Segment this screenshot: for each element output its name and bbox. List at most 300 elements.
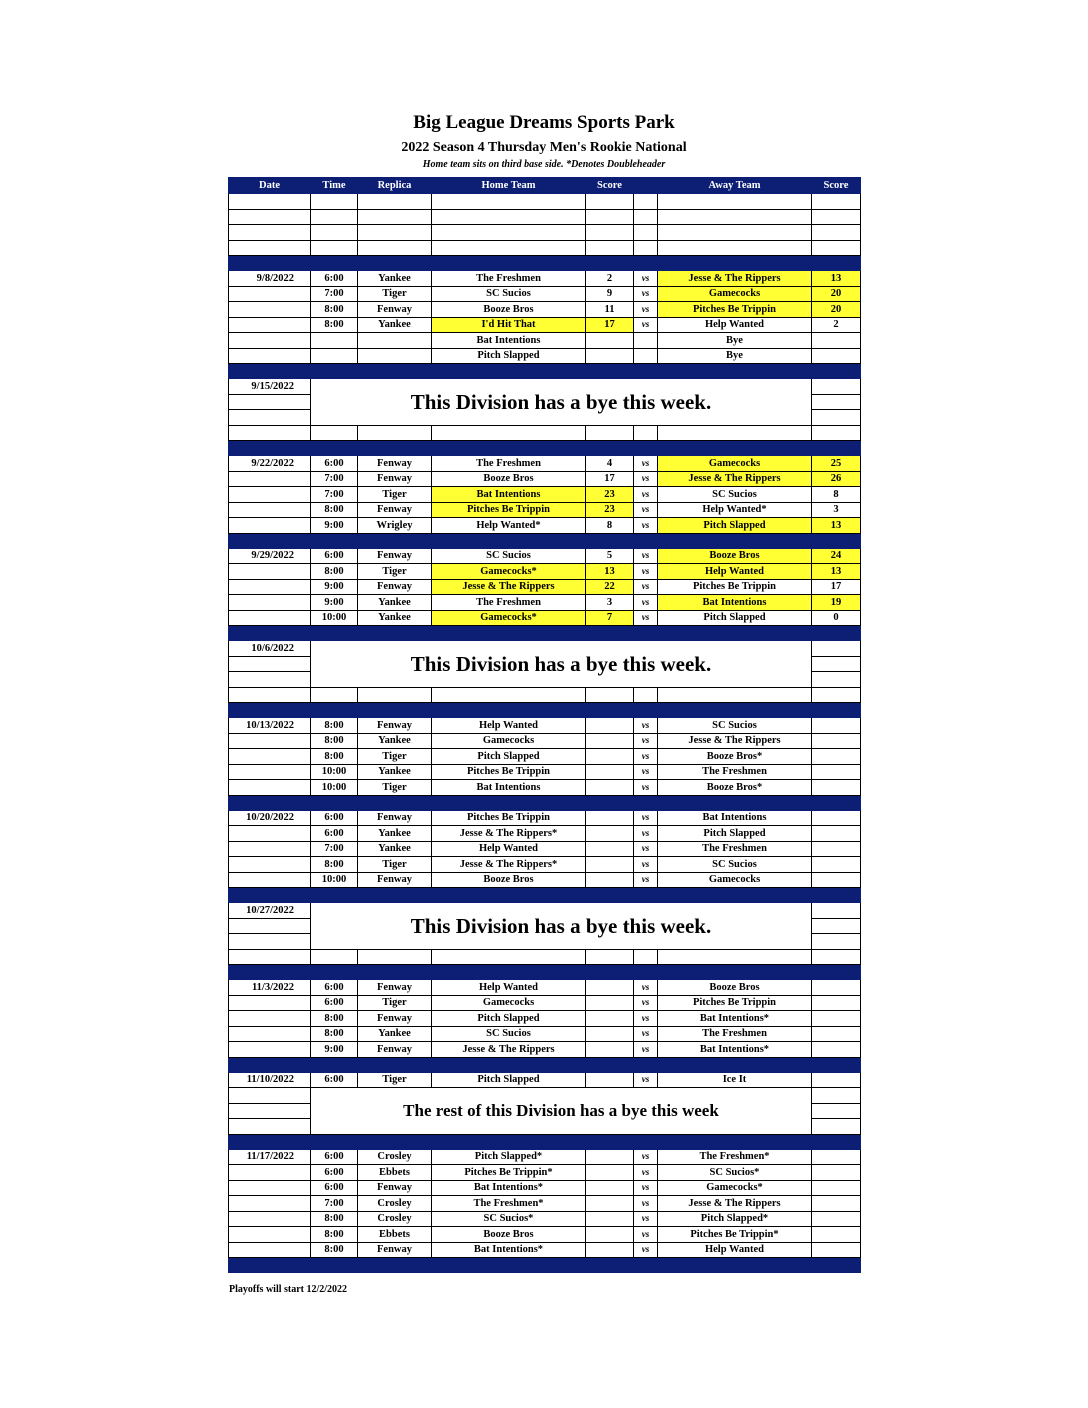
separator-cell xyxy=(658,703,812,718)
week-separator xyxy=(229,533,861,548)
home-team: Gamecocks* xyxy=(432,564,586,580)
game-field: Fenway xyxy=(358,579,432,595)
away-team: Gamecocks xyxy=(658,456,812,472)
col-home-score: Score xyxy=(586,178,634,194)
bye-message: This Division has a bye this week. xyxy=(311,379,812,426)
game-row xyxy=(229,841,861,857)
game-time: 8:00 xyxy=(311,1011,358,1027)
empty-cell xyxy=(229,872,311,888)
game-row xyxy=(229,317,861,333)
separator-cell xyxy=(432,1057,586,1072)
game-row xyxy=(229,1196,861,1212)
separator-cell xyxy=(586,703,634,718)
empty-cell xyxy=(229,225,311,241)
game-row xyxy=(229,487,861,503)
empty-cell xyxy=(358,209,432,225)
separator-cell xyxy=(586,533,634,548)
game-field: Yankee xyxy=(358,610,432,626)
home-team: Gamecocks* xyxy=(432,610,586,626)
game-field: Fenway xyxy=(358,718,432,734)
away-team: SC Sucios* xyxy=(658,1165,812,1181)
vs-label: vs xyxy=(634,471,658,487)
game-row xyxy=(229,826,861,842)
game-field: Yankee xyxy=(358,733,432,749)
empty-cell xyxy=(229,471,311,487)
game-time: 7:00 xyxy=(311,1196,358,1212)
game-row xyxy=(229,749,861,765)
home-team: Gamecocks xyxy=(432,995,586,1011)
home-team: Booze Bros xyxy=(432,302,586,318)
separator-cell xyxy=(311,441,358,456)
empty-cell xyxy=(229,1211,311,1227)
game-field xyxy=(358,333,432,349)
vs-label: vs xyxy=(634,579,658,595)
home-team: Jesse & The Rippers* xyxy=(432,857,586,873)
vs-label: vs xyxy=(634,764,658,780)
week-separator xyxy=(229,703,861,718)
away-score xyxy=(812,749,861,765)
home-score xyxy=(586,1072,634,1088)
game-time: 8:00 xyxy=(311,733,358,749)
empty-cell xyxy=(812,1119,861,1135)
home-score xyxy=(586,1227,634,1243)
separator-cell xyxy=(229,1057,311,1072)
away-score xyxy=(812,1026,861,1042)
home-team: Jesse & The Rippers xyxy=(432,1042,586,1058)
game-field: Yankee xyxy=(358,271,432,287)
empty-cell xyxy=(586,194,634,210)
vs-label: vs xyxy=(634,548,658,564)
game-field: Yankee xyxy=(358,1026,432,1042)
away-score xyxy=(812,733,861,749)
away-score xyxy=(812,810,861,826)
game-time: 6:00 xyxy=(311,271,358,287)
game-field: Yankee xyxy=(358,764,432,780)
away-score xyxy=(812,1227,861,1243)
separator-cell xyxy=(634,441,658,456)
away-team: Bye xyxy=(658,333,812,349)
vs-label: vs xyxy=(634,1149,658,1165)
empty-cell xyxy=(229,1011,311,1027)
game-time: 6:00 xyxy=(311,1165,358,1181)
empty-cell xyxy=(311,425,358,441)
col-away-score: Score xyxy=(812,178,861,194)
away-score: 3 xyxy=(812,502,861,518)
empty-cell xyxy=(358,225,432,241)
home-score: 7 xyxy=(586,610,634,626)
empty-cell xyxy=(311,687,358,703)
game-time: 7:00 xyxy=(311,471,358,487)
separator-cell xyxy=(432,795,586,810)
away-team: The Freshmen xyxy=(658,841,812,857)
away-team: Bat Intentions xyxy=(658,595,812,611)
separator-cell xyxy=(229,256,311,271)
separator-cell xyxy=(812,1134,861,1149)
home-score xyxy=(586,1011,634,1027)
home-score xyxy=(586,1042,634,1058)
vs-label: vs xyxy=(634,502,658,518)
empty-cell xyxy=(229,1180,311,1196)
separator-cell xyxy=(311,364,358,379)
col-away-team: Away Team xyxy=(658,178,812,194)
empty-cell xyxy=(229,1227,311,1243)
away-score xyxy=(812,872,861,888)
home-team: The Freshmen* xyxy=(432,1196,586,1212)
vs-label: vs xyxy=(634,564,658,580)
empty-cell xyxy=(432,225,586,241)
game-time xyxy=(311,333,358,349)
game-date: 11/3/2022 xyxy=(229,980,311,996)
home-score xyxy=(586,348,634,364)
empty-cell xyxy=(229,1026,311,1042)
vs-label: vs xyxy=(634,1026,658,1042)
game-row xyxy=(229,780,861,796)
away-team: Gamecocks xyxy=(658,286,812,302)
game-time: 8:00 xyxy=(311,317,358,333)
away-team: SC Sucios xyxy=(658,718,812,734)
empty-cell xyxy=(432,687,586,703)
empty-cell xyxy=(812,1103,861,1119)
game-field: Tiger xyxy=(358,749,432,765)
game-time: 8:00 xyxy=(311,302,358,318)
col-home-team: Home Team xyxy=(432,178,586,194)
separator-cell xyxy=(432,1258,586,1273)
home-score xyxy=(586,1180,634,1196)
separator-cell xyxy=(432,626,586,641)
separator-cell xyxy=(311,1134,358,1149)
empty-cell xyxy=(229,394,311,410)
home-score xyxy=(586,826,634,842)
separator-cell xyxy=(634,364,658,379)
empty-cell xyxy=(812,1088,861,1104)
away-score: 26 xyxy=(812,471,861,487)
separator-cell xyxy=(358,703,432,718)
away-score: 2 xyxy=(812,317,861,333)
empty-cell xyxy=(658,687,812,703)
away-score xyxy=(812,780,861,796)
home-score xyxy=(586,980,634,996)
col-vs xyxy=(634,178,658,194)
separator-cell xyxy=(358,795,432,810)
game-row xyxy=(229,1211,861,1227)
empty-cell xyxy=(311,194,358,210)
separator-cell xyxy=(358,533,432,548)
game-date: 10/20/2022 xyxy=(229,810,311,826)
week-separator xyxy=(229,965,861,980)
game-row xyxy=(229,548,861,564)
home-score xyxy=(586,1165,634,1181)
empty-cell xyxy=(812,379,861,395)
away-team: Pitches Be Trippin* xyxy=(658,1227,812,1243)
game-row xyxy=(229,1165,861,1181)
empty-cell xyxy=(358,687,432,703)
separator-cell xyxy=(432,1134,586,1149)
separator-cell xyxy=(229,703,311,718)
separator-cell xyxy=(812,1057,861,1072)
away-score xyxy=(812,1180,861,1196)
game-row xyxy=(229,518,861,534)
separator-cell xyxy=(586,364,634,379)
home-team: The Freshmen xyxy=(432,456,586,472)
game-field: Yankee xyxy=(358,317,432,333)
empty-cell xyxy=(634,425,658,441)
away-score xyxy=(812,1211,861,1227)
away-score xyxy=(812,1149,861,1165)
empty-cell xyxy=(812,918,861,934)
away-team: The Freshmen xyxy=(658,764,812,780)
game-time xyxy=(311,348,358,364)
game-time: 6:00 xyxy=(311,548,358,564)
vs-label: vs xyxy=(634,826,658,842)
game-row xyxy=(229,1042,861,1058)
empty-cell xyxy=(358,949,432,965)
empty-cell xyxy=(432,425,586,441)
empty-cell xyxy=(229,949,311,965)
separator-cell xyxy=(586,256,634,271)
game-row xyxy=(229,579,861,595)
away-team: Bat Intentions xyxy=(658,810,812,826)
separator-cell xyxy=(358,1057,432,1072)
separator-cell xyxy=(358,1258,432,1273)
vs-label: vs xyxy=(634,1227,658,1243)
game-row xyxy=(229,456,861,472)
game-row xyxy=(229,857,861,873)
game-row xyxy=(229,718,861,734)
game-row xyxy=(229,595,861,611)
game-time: 8:00 xyxy=(311,1242,358,1258)
separator-cell xyxy=(586,965,634,980)
blank-row xyxy=(229,687,861,703)
empty-cell xyxy=(229,1119,311,1135)
game-field: Fenway xyxy=(358,1180,432,1196)
home-score: 5 xyxy=(586,548,634,564)
separator-cell xyxy=(658,1057,812,1072)
separator-cell xyxy=(311,888,358,903)
separator-cell xyxy=(311,533,358,548)
empty-cell xyxy=(634,687,658,703)
separator-cell xyxy=(229,533,311,548)
separator-cell xyxy=(432,533,586,548)
empty-cell xyxy=(229,348,311,364)
vs-label: vs xyxy=(634,1242,658,1258)
away-score xyxy=(812,1011,861,1027)
separator-cell xyxy=(658,888,812,903)
home-score xyxy=(586,333,634,349)
vs-label: vs xyxy=(634,456,658,472)
empty-cell xyxy=(229,502,311,518)
bye-week-row xyxy=(229,903,861,919)
home-team: SC Sucios* xyxy=(432,1211,586,1227)
empty-cell xyxy=(229,1042,311,1058)
home-team: Booze Bros xyxy=(432,872,586,888)
page-subtitle: 2022 Season 4 Thursday Men's Rookie National xyxy=(401,140,687,155)
game-time: 7:00 xyxy=(311,487,358,503)
away-team: Booze Bros xyxy=(658,548,812,564)
vs-label: vs xyxy=(634,1180,658,1196)
separator-cell xyxy=(311,1258,358,1273)
vs-label: vs xyxy=(634,595,658,611)
separator-cell xyxy=(634,256,658,271)
away-team: Bye xyxy=(658,348,812,364)
game-row xyxy=(229,333,861,349)
blank-row xyxy=(229,240,861,256)
home-score: 17 xyxy=(586,471,634,487)
empty-cell xyxy=(229,934,311,950)
vs-label: vs xyxy=(634,317,658,333)
separator-cell xyxy=(229,626,311,641)
home-team: Pitches Be Trippin xyxy=(432,764,586,780)
vs-label: vs xyxy=(634,487,658,503)
empty-cell xyxy=(634,194,658,210)
empty-cell xyxy=(432,194,586,210)
separator-cell xyxy=(634,626,658,641)
separator-cell xyxy=(311,256,358,271)
home-score: 17 xyxy=(586,317,634,333)
empty-cell xyxy=(229,1242,311,1258)
game-field: Crosley xyxy=(358,1211,432,1227)
empty-cell xyxy=(658,949,812,965)
empty-cell xyxy=(586,209,634,225)
vs-label: vs xyxy=(634,1042,658,1058)
home-score xyxy=(586,718,634,734)
away-score xyxy=(812,826,861,842)
separator-cell xyxy=(432,256,586,271)
separator-cell xyxy=(358,888,432,903)
page-note: Home team sits on third base side. *Denotes Doubleheader xyxy=(422,159,666,170)
vs-label: vs xyxy=(634,841,658,857)
vs-label: vs xyxy=(634,718,658,734)
separator-cell xyxy=(229,364,311,379)
separator-cell xyxy=(634,533,658,548)
col-time: Time xyxy=(311,178,358,194)
away-team: Help Wanted xyxy=(658,1242,812,1258)
empty-cell xyxy=(229,841,311,857)
separator-cell xyxy=(229,441,311,456)
away-team: Ice It xyxy=(658,1072,812,1088)
game-time: 7:00 xyxy=(311,286,358,302)
separator-cell xyxy=(658,1134,812,1149)
game-time: 8:00 xyxy=(311,749,358,765)
week-separator xyxy=(229,256,861,271)
separator-cell xyxy=(311,965,358,980)
separator-cell xyxy=(812,626,861,641)
away-team: SC Sucios xyxy=(658,857,812,873)
home-score: 9 xyxy=(586,286,634,302)
home-team: SC Sucios xyxy=(432,286,586,302)
home-team: Pitch Slapped xyxy=(432,348,586,364)
game-time: 10:00 xyxy=(311,764,358,780)
home-score: 22 xyxy=(586,579,634,595)
away-score xyxy=(812,764,861,780)
away-team: Help Wanted* xyxy=(658,502,812,518)
separator-cell xyxy=(812,965,861,980)
away-team: Gamecocks xyxy=(658,872,812,888)
game-date: 11/17/2022 xyxy=(229,1149,311,1165)
vs-label: vs xyxy=(634,872,658,888)
empty-cell xyxy=(586,225,634,241)
game-field: Fenway xyxy=(358,872,432,888)
away-team: Pitches Be Trippin xyxy=(658,579,812,595)
week-separator xyxy=(229,364,861,379)
home-team: Help Wanted xyxy=(432,718,586,734)
vs-label: vs xyxy=(634,610,658,626)
away-team: Help Wanted xyxy=(658,317,812,333)
empty-cell xyxy=(229,1103,311,1119)
game-date: 9/29/2022 xyxy=(229,548,311,564)
blank-row xyxy=(229,194,861,210)
away-score: 20 xyxy=(812,286,861,302)
game-field: Fenway xyxy=(358,810,432,826)
separator-cell xyxy=(586,441,634,456)
game-row xyxy=(229,302,861,318)
separator-cell xyxy=(812,703,861,718)
game-field: Fenway xyxy=(358,456,432,472)
away-team: Gamecocks* xyxy=(658,1180,812,1196)
game-field: Fenway xyxy=(358,980,432,996)
separator-cell xyxy=(586,795,634,810)
empty-cell xyxy=(229,1196,311,1212)
separator-cell xyxy=(358,364,432,379)
separator-cell xyxy=(358,965,432,980)
home-score xyxy=(586,749,634,765)
home-team: Pitch Slapped xyxy=(432,1011,586,1027)
away-team: Jesse & The Rippers xyxy=(658,1196,812,1212)
vs-label: vs xyxy=(634,733,658,749)
game-time: 6:00 xyxy=(311,995,358,1011)
empty-cell xyxy=(229,764,311,780)
week-separator xyxy=(229,1134,861,1149)
vs-label: vs xyxy=(634,995,658,1011)
empty-cell xyxy=(311,949,358,965)
separator-cell xyxy=(658,965,812,980)
game-time: 6:00 xyxy=(311,980,358,996)
home-team: Gamecocks xyxy=(432,733,586,749)
home-team: Help Wanted xyxy=(432,980,586,996)
empty-cell xyxy=(812,209,861,225)
game-row xyxy=(229,872,861,888)
home-score: 2 xyxy=(586,271,634,287)
home-team: The Freshmen xyxy=(432,595,586,611)
home-team: Booze Bros xyxy=(432,471,586,487)
game-date: 9/22/2022 xyxy=(229,456,311,472)
vs-label xyxy=(634,333,658,349)
game-field: Tiger xyxy=(358,286,432,302)
separator-cell xyxy=(634,888,658,903)
home-score xyxy=(586,810,634,826)
away-score: 13 xyxy=(812,564,861,580)
home-score xyxy=(586,1211,634,1227)
game-field: Yankee xyxy=(358,826,432,842)
separator-cell xyxy=(812,1258,861,1273)
away-score xyxy=(812,1072,861,1088)
schedule-table xyxy=(228,177,861,1273)
separator-cell xyxy=(586,1057,634,1072)
vs-label: vs xyxy=(634,518,658,534)
game-time: 6:00 xyxy=(311,456,358,472)
empty-cell xyxy=(229,749,311,765)
empty-cell xyxy=(229,425,311,441)
empty-cell xyxy=(658,209,812,225)
game-time: 6:00 xyxy=(311,826,358,842)
game-row xyxy=(229,348,861,364)
week-separator xyxy=(229,1258,861,1273)
week-separator xyxy=(229,441,861,456)
game-row xyxy=(229,610,861,626)
separator-cell xyxy=(358,441,432,456)
empty-cell xyxy=(229,1088,311,1104)
home-team: Pitches Be Trippin xyxy=(432,502,586,518)
separator-cell xyxy=(812,364,861,379)
